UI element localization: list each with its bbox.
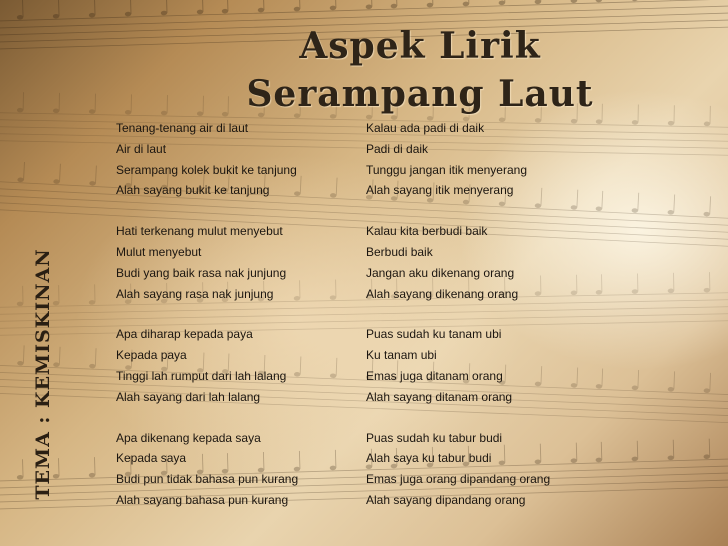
title-line-2: Serampang Laut: [246, 73, 594, 115]
title-line-1: Aspek Lirik: [299, 25, 541, 67]
lyric-line: Alah sayang bahasa pun kurang: [116, 492, 289, 507]
lyric-line: Alah sayang dari lah lalang: [116, 389, 261, 404]
theme-label: [8, 240, 78, 508]
lyric-line: Puas sudah ku tabur budi: [366, 430, 503, 445]
lyric-line: Puas sudah ku tanam ubi: [366, 327, 502, 342]
lyric-line: Jangan aku dikenang orang: [366, 265, 515, 280]
lyric-line: Alah sayang itik menyerang: [366, 183, 514, 198]
lyric-line: Kalau kita berbudi baik: [366, 224, 488, 239]
lyric-line: Mulut menyebut: [116, 244, 202, 259]
stanza: [366, 324, 616, 407]
lyric-line: Kalau ada padi di daik: [366, 121, 485, 135]
stanza: [366, 428, 616, 511]
lyric-line: Air di laut: [116, 141, 167, 156]
lyric-line: Budi yang baik rasa nak junjung: [116, 265, 287, 280]
stanza: [116, 221, 356, 304]
lyric-line: Hati terkenang mulut menyebut: [116, 224, 283, 239]
lyric-line: Berbudi baik: [366, 244, 433, 259]
lyric-line: Alah saya ku tabur budi: [366, 451, 492, 466]
lyric-line: Alah sayang rasa nak junjung: [116, 286, 274, 301]
lyrics-column-left: [116, 118, 356, 531]
theme-label-text: TEMA : KEMISKINAN: [32, 248, 54, 500]
lyric-line: Emas juga orang dipandang orang: [366, 472, 551, 487]
stanza: [366, 118, 616, 201]
stanza: [116, 324, 356, 407]
lyric-line: Kepada paya: [116, 348, 187, 363]
lyric-line: Serampang kolek bukit ke tanjung: [116, 162, 297, 177]
lyric-line: Alah sayang ditanam orang: [366, 389, 513, 404]
lyric-line: Tinggi lah rumput dari lah lalang: [116, 368, 287, 383]
stanza: [366, 221, 616, 304]
stanza: [116, 118, 356, 201]
lyric-line: Emas juga ditanam orang: [366, 368, 503, 383]
stanza: [116, 428, 356, 511]
lyric-line: Apa diharap kepada paya: [116, 327, 253, 342]
lyric-line: Tenang-tenang air di laut: [116, 121, 249, 135]
lyric-line: Tunggu jangan itik menyerang: [366, 162, 527, 177]
lyric-line: Alah sayang bukit ke tanjung: [116, 183, 270, 198]
lyric-line: Apa dikenang kepada saya: [116, 430, 261, 445]
lyric-line: Alah sayang dipandang orang: [366, 492, 526, 507]
lyric-line: Padi di daik: [366, 141, 429, 156]
lyric-line: Budi pun tidak bahasa pun kurang: [116, 472, 299, 487]
lyric-line: Alah sayang dikenang orang: [366, 286, 519, 301]
lyric-line: Kepada saya: [116, 451, 187, 466]
lyrics-column-right: [366, 118, 616, 531]
lyric-line: Ku tanam ubi: [366, 348, 437, 363]
